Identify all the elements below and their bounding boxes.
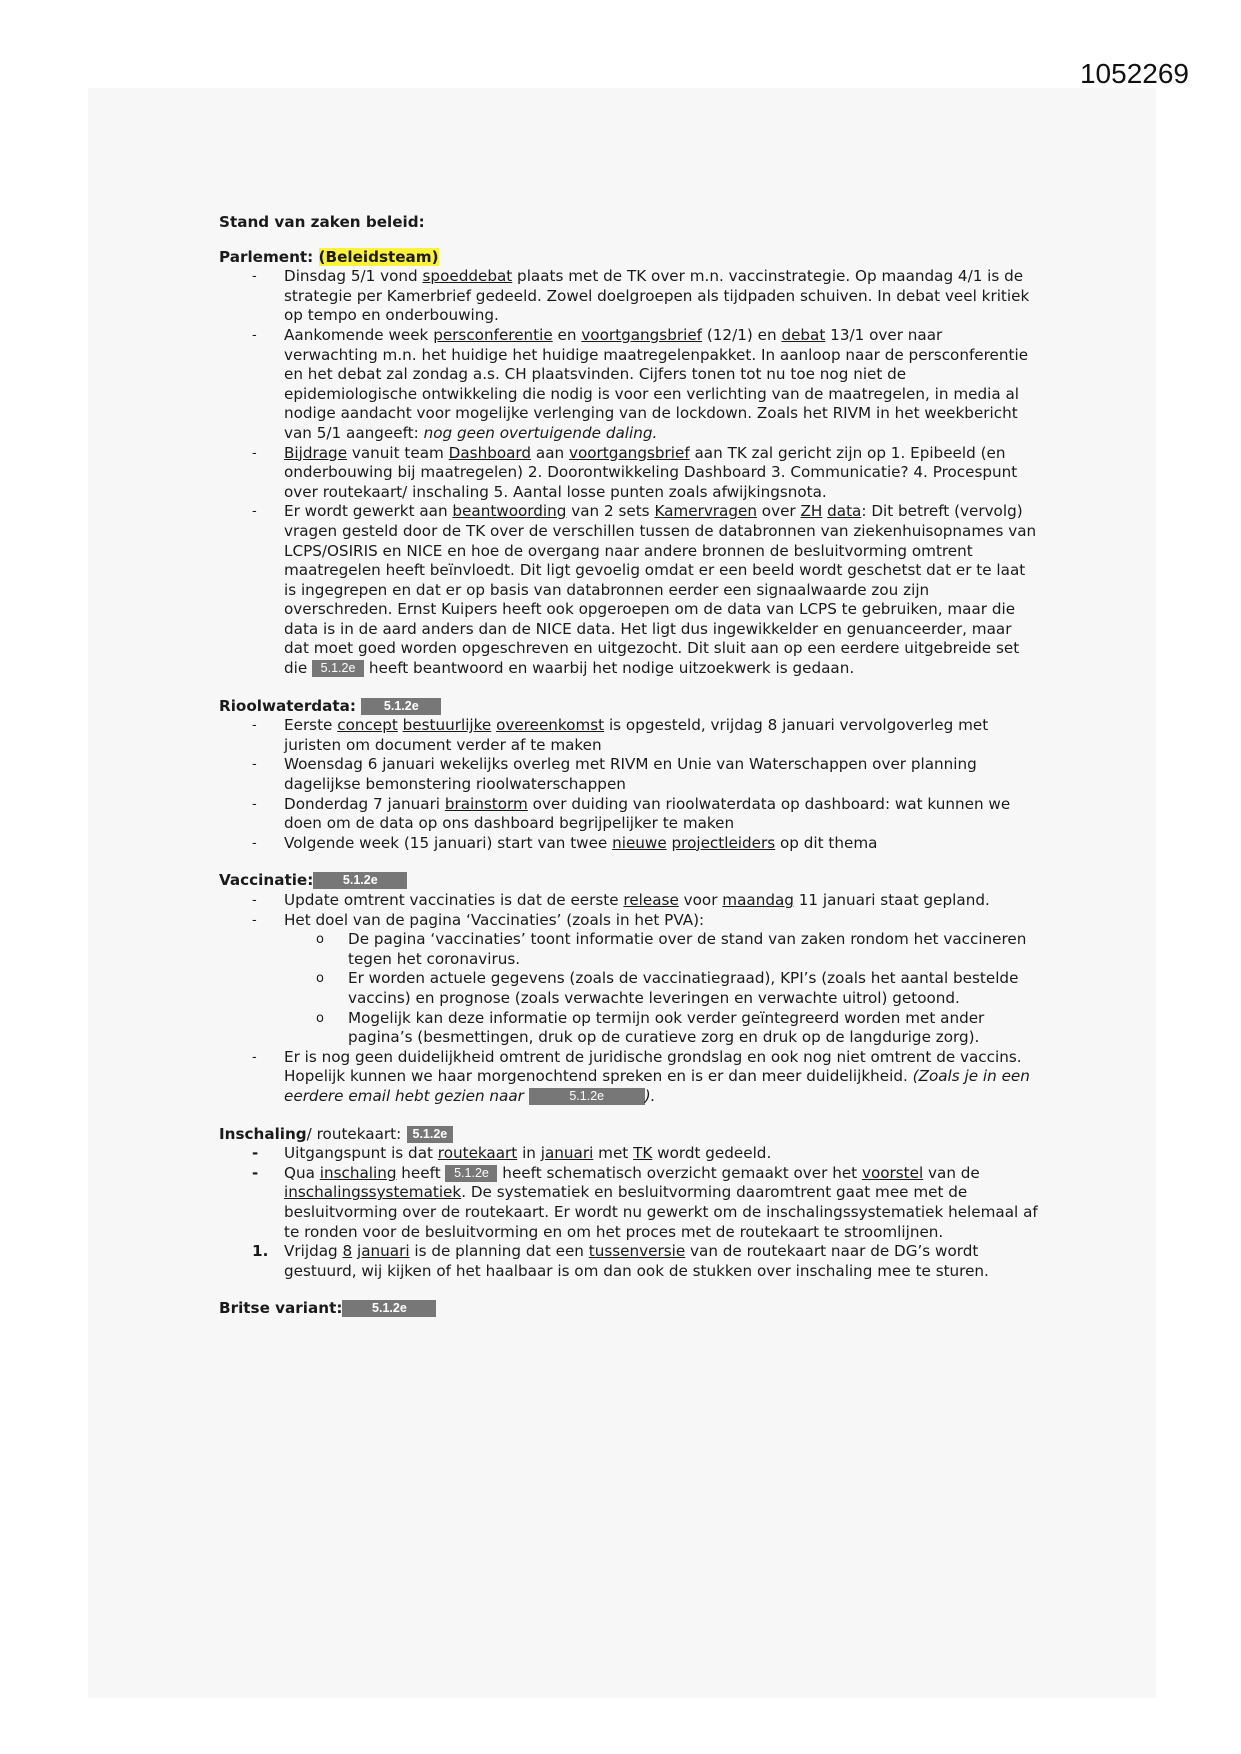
redaction-box: 5.1.2e	[313, 872, 407, 889]
document-title: Stand van zaken beleid:	[219, 213, 425, 231]
highlighted-tag: (Beleidsteam)	[318, 247, 439, 266]
section-rioolwaterdata	[219, 697, 1039, 854]
list-item: - Qua inschaling heeft 5.1.2e heeft schematisch overzicht gemaakt over het voorstel van de inschalingssystematiek. De systematiek en besluitvorming daaromtrent gaat mee met de besluitvorming over de routekaart. Er wordt nu gewerkt om de inschalingssystematiek helemaal af te ronden voor de besluitvorming en om het proces met de routekaart te stroomlijnen.	[219, 1164, 1039, 1242]
list-item: - Donderdag 7 januari brainstorm over duiding van rioolwaterdata op dashboard: wat kunnen we doen om de data op ons dashboard begrijpelijker te maken	[219, 795, 1039, 834]
list-item: - Volgende week (15 januari) start van twee nieuwe projectleiders op dit thema	[219, 834, 1039, 854]
redaction-box: 5.1.2e	[445, 1165, 497, 1182]
list-item: - Het doel van de pagina ‘Vaccinaties’ (zoals in het PVA): o De pagina ‘vaccinaties’ toont informatie over de stand van zaken rondom het vaccineren tegen het coronavirus. o Er worden actuele gegevens (zoals de vaccinatiegraad), KPI’s (zoals het aantal bestelde vaccins) en prognose (zoals verwachte leveringen en verwachte uitrol) getoond. o Mogelijk kan deze informatie op termijn ook verder geïntegreerd worden met ander pagina’s (besmettingen, druk op de curatieve zorg en druk op de langdurige zorg).	[219, 911, 1039, 1048]
redaction-box: 5.1.2e	[529, 1088, 645, 1105]
section-heading-rioolwaterdata: Rioolwaterdata:	[219, 696, 357, 715]
list-item: - Uitgangspunt is dat routekaart in januari met TK wordt gedeeld.	[219, 1144, 1039, 1164]
list-item: - Update omtrent vaccinaties is dat de eerste release voor maandag 11 januari staat gepland.	[219, 891, 1039, 911]
list-item: - Woensdag 6 januari wekelijks overleg met RIVM en Unie van Waterschappen over planning dagelijkse bemonstering rioolwaterschappen	[219, 755, 1039, 794]
section-heading-britse-variant: Britse variant:	[219, 1299, 343, 1318]
section-heading-parlement: Parlement:	[219, 247, 314, 266]
list-item: - Er is nog geen duidelijkheid omtrent de juridische grondslag en ook nog niet omtrent de vaccins. Hopelijk kunnen we haar morgenochtend spreken en is er dan meer duidelijkheid. (Zoals je in een eerdere email hebt gezien naar 5.1.2e ).	[219, 1048, 1039, 1107]
section-britse-variant	[219, 1299, 1039, 1319]
section-heading-inschaling: Inschaling	[219, 1124, 307, 1143]
sub-list-item: o Er worden actuele gegevens (zoals de vaccinatiegraad), KPI’s (zoals het aantal bestelde vaccins) en prognose (zoals verwachte leveringen en verwachte uitrol) getoond.	[283, 969, 1039, 1008]
list-item: - Dinsdag 5/1 vond spoeddebat plaats met de TK over m.n. vaccinstrategie. Op maandag 4/1 is de strategie per Kamerbrief gedeeld. Zowel doelgroepen als tijdpaden schuiven. In debat veel kritiek op tempo en onderbouwing.	[219, 267, 1039, 326]
list-item: - Eerste concept bestuurlijke overeenkomst is opgesteld, vrijdag 8 januari vervolgoverleg met juristen om document verder af te maken	[219, 716, 1039, 755]
document-number: 1052269	[1079, 58, 1189, 89]
sub-list-item: o De pagina ‘vaccinaties’ toont informatie over de stand van zaken rondom het vaccineren tegen het coronavirus.	[283, 930, 1039, 969]
sub-list-item: o Mogelijk kan deze informatie op termijn ook verder geïntegreerd worden met ander pagina’s (besmettingen, druk op de curatieve zorg en druk op de langdurige zorg).	[283, 1009, 1039, 1048]
list-item: - Bijdrage vanuit team Dashboard aan voortgangsbrief aan TK zal gericht zijn op 1. Epibeeld (en onderbouwing bij maatregelen) 2. Doorontwikkeling Dashboard 3. Communicatie? 4. Procespunt over routekaart/ inschaling 5. Aantal losse punten zoals afwijkingsnota.	[219, 444, 1039, 503]
section-vaccinatie	[219, 871, 1039, 1106]
section-inschaling: Inschaling/ routekaart: 5.1.2e - Uitgangspunt is dat routekaart in januari met TK wordt gedeeld. - Qua inschaling heeft 5.1.2e heeft schematisch overzicht gemaakt over het voorstel van de inschalingssystematiek. De systematiek en besluitvorming daaromtrent gaat mee met de besluitvorming over de routekaart. Er wordt nu gewerkt om de inschalingssystematiek helemaal af te ronden voor de besluitvorming en om het proces met de routekaart te stroomlijnen. 1. Vrijdag 8 januari is de planning dat een tussenversie van de routekaart naar de DG’s wordt gestuurd, wij kijken of het haalbaar is om dan ook de stukken over inschaling mee te sturen.	[219, 1125, 1039, 1282]
redaction-box: 5.1.2e	[342, 1300, 436, 1317]
redaction-box: 5.1.2e	[312, 660, 364, 677]
section-heading-vaccinatie: Vaccinatie:	[219, 871, 314, 890]
redaction-box: 5.1.2e	[361, 698, 441, 715]
redaction-box: 5.1.2e	[407, 1126, 453, 1143]
numbered-item: 1. Vrijdag 8 januari is de planning dat een tussenversie van de routekaart naar de DG’s wordt gestuurd, wij kijken of het haalbaar is om dan ook de stukken over inschaling mee te sturen.	[252, 1242, 989, 1280]
list-item: - Er wordt gewerkt aan beantwoording van 2 sets Kamervragen over ZH data: Dit betreft (vervolg) vragen gesteld door de TK over de verschillen tussen de databronnen van ziekenhuisopnames van LCPS/OSIRIS en NICE en hoe de overgang naar andere bronnen de besluitvorming omtrent maatregelen heeft beïnvloedt. Dit ligt gevoelig omdat er een beeld wordt geschetst dat er te laat is ingegrepen en dat er op basis van databronnen eerder een signaalwaarde zou zijn overschreden. Ernst Kuipers heeft ook opgeroepen om de data van LCPS te gebruiken, maar die data is in de aard anders dan de NICE data. Het ligt dus ingewikkelder en genuanceerder, maar dat moet goed worden opgeschreven en uitgezocht. Dit sluit aan op een eerdere uitgebreide set die 5.1.2e heeft beantwoord en waarbij het nodige uitzoekwerk is gedaan.	[219, 502, 1039, 678]
section-parlement	[219, 248, 1039, 679]
document-body	[219, 213, 1039, 1337]
list-item: - Aankomende week persconferentie en voortgangsbrief (12/1) en debat 13/1 over naar verwachting m.n. het huidige het huidige maatregelenpakket. In aanloop naar de persconferentie en het debat zal zondag a.s. CH plaatsvinden. Cijfers tonen tot nu toe nog niet de epidemiologische ontwikkeling die nodig is voor een verlichting van de maatregelen, in media al nodige aandacht voor mogelijke verlenging van de lockdown. Zoals het RIVM in het weekbericht van 5/1 aangeeft: nog geen overtuigende daling.	[219, 326, 1039, 444]
